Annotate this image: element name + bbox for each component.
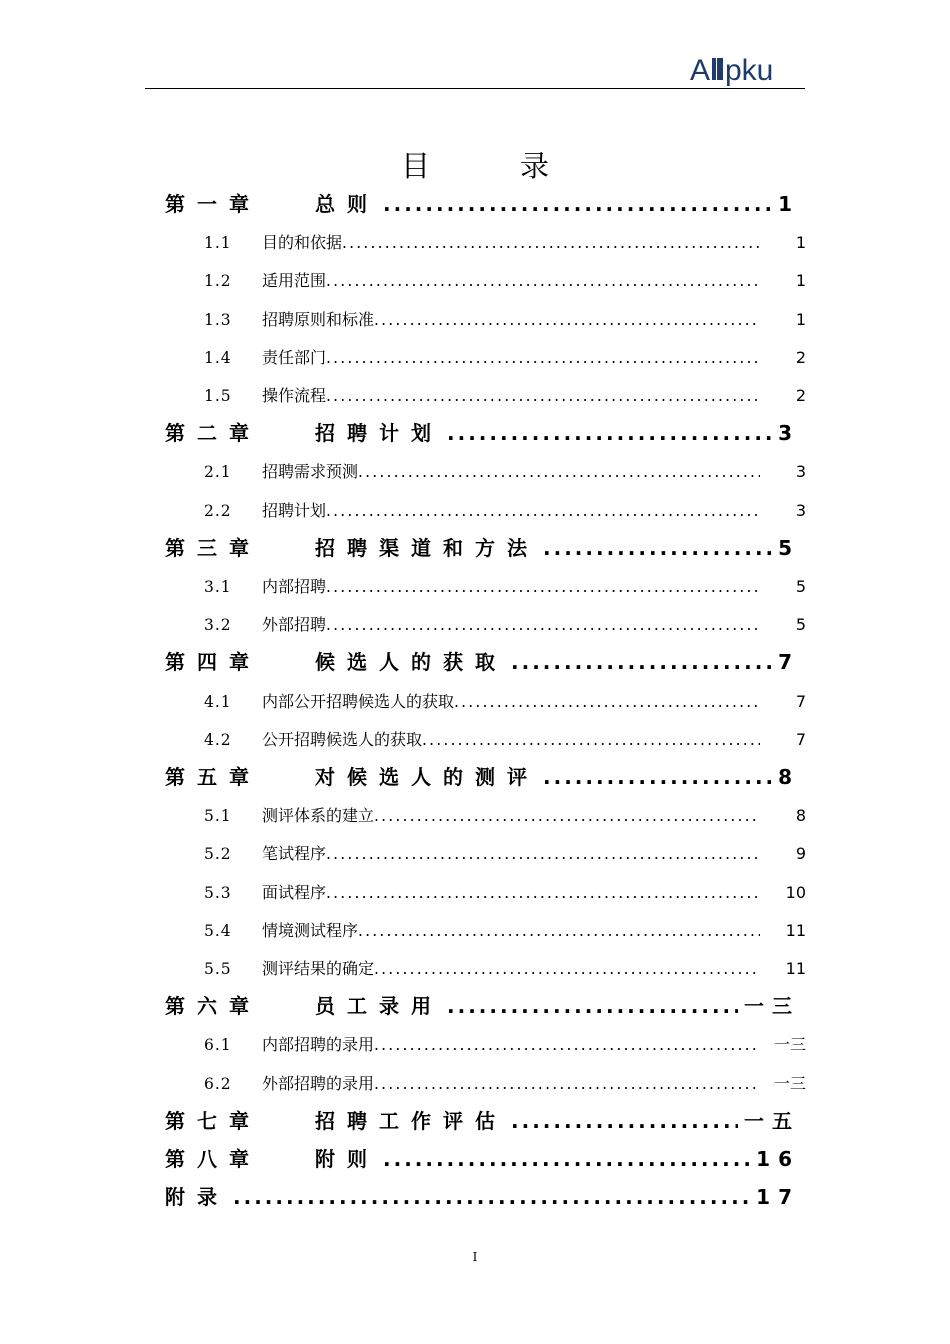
toc-section-row[interactable] [204,1071,806,1094]
toc-chapter-label: 第二章 [165,421,261,446]
toc-page-number: 5 [795,577,806,596]
toc-page-number: 1 [795,271,806,291]
toc-section-title: 面试程序 [262,882,327,902]
toc-page-number: 一五 [744,1108,800,1133]
toc-leader-dots [326,387,760,405]
toc-chapter-title: 候选人的获取 [315,650,507,675]
toc-section-number: 3.1 [204,578,232,596]
header-rule [145,88,805,89]
toc-section-title: 内部招聘的录用 [262,1035,375,1055]
toc-chapter-title: 招聘渠道和方法 [315,535,539,560]
toc-chapter-title: 招聘工作评估 [315,1108,507,1133]
toc-section-number: 2.1 [204,463,232,482]
toc-section-number: 1.5 [204,387,232,405]
toc-section-title: 内部招聘 [262,577,327,596]
toc-section-row[interactable] [204,459,806,482]
toc-chapter-label: 第五章 [165,765,261,789]
toc-chapter-row[interactable] [165,188,800,217]
toc-section-row[interactable] [204,1032,806,1055]
toc-section-row[interactable] [204,307,806,330]
toc-section-title: 情境测试程序 [262,920,359,940]
toc-section-title: 适用范围 [262,271,327,291]
toc-section-title: 操作流程 [262,386,327,405]
toc-section-row[interactable] [204,727,806,750]
toc-section-number: 5.1 [204,807,232,826]
toc-leader-dots [447,421,772,445]
toc-section-title: 外部招聘 [262,615,327,635]
toc-chapter-row[interactable] [165,1105,800,1134]
toc-page-number: 一三 [773,1035,806,1055]
toc-section-number: 1.3 [204,310,232,329]
svg-text:pku: pku [725,54,774,86]
toc-page-number: 5 [795,615,806,635]
toc-page-number: 8 [778,765,800,789]
toc-chapter-label: 第七章 [165,1108,261,1133]
toc-leader-dots [233,1185,750,1209]
toc-chapter-title: 总则 [315,192,379,216]
toc-chapter-label: 第四章 [165,650,261,675]
toc-leader-dots [374,807,760,825]
toc-page-number: 11 [785,959,806,978]
toc-section-number: 5.3 [204,883,232,902]
toc-chapter-row[interactable] [165,1143,800,1172]
toc-section-row[interactable] [204,383,806,406]
toc-section-number: 6.2 [204,1074,232,1093]
toc-chapter-row[interactable] [165,990,800,1019]
toc-section-row[interactable] [204,498,806,521]
toc-section-row[interactable] [204,918,806,941]
toc-section-title: 测评体系的建立 [262,806,375,826]
toc-chapter-label: 第一章 [165,192,261,216]
toc-leader-dots [326,884,760,902]
toc-page-number: 2 [795,347,806,367]
toc-page-number: 7 [778,650,800,675]
toc-section-title: 招聘计划 [262,500,327,520]
toc-section-row[interactable] [204,841,806,864]
toc-chapter-title: 员工录用 [315,994,443,1019]
toc-chapter-title: 对候选人的测评 [315,765,539,789]
toc-leader-dots [326,502,760,520]
toc-section-title: 目的和依据 [262,233,343,253]
toc-page-number: 9 [795,844,806,864]
toc-page-number: 10 [785,882,806,902]
toc-section-row[interactable] [204,956,806,979]
toc-section-row[interactable] [204,803,806,826]
toc-section-title: 外部招聘的录用 [262,1073,375,1093]
toc-section-row[interactable] [204,230,806,253]
toc-leader-dots [511,1109,738,1133]
toc-page-number: 3 [778,421,800,446]
toc-leader-dots [326,578,760,596]
toc-page-number: 2 [795,386,806,405]
toc-chapter-row[interactable] [165,1181,800,1210]
toc-section-number: 1.4 [204,348,232,367]
toc-section-title: 责任部门 [262,347,327,367]
toc-page-number: 5 [778,535,800,560]
toc-leader-dots [374,1075,760,1093]
toc-section-title: 笔试程序 [262,844,327,864]
toc-section-number: 5.5 [204,960,232,978]
page-title: 目录 [400,149,639,183]
toc-section-row[interactable] [204,345,806,368]
page-number: I [472,1250,478,1264]
toc-leader-dots [358,922,760,940]
toc-leader-dots [374,1036,760,1054]
toc-page-number: 1 [795,309,806,329]
svg-text:A: A [690,54,710,86]
toc-page-number: 8 [795,806,806,826]
toc-page-number: 17 [756,1185,800,1210]
toc-leader-dots [447,994,738,1018]
toc-section-number: 4.2 [204,730,232,749]
toc-page-number: 3 [795,500,806,520]
toc-page-number: 一三 [773,1073,806,1093]
toc-chapter-title: 附则 [315,1147,379,1171]
toc-section-row[interactable] [204,574,806,597]
toc-chapter-label: 第三章 [165,535,261,560]
toc-section-number: 1.1 [204,234,232,253]
toc-page-number: 7 [795,691,806,711]
toc-chapter-row[interactable] [165,417,800,446]
toc-leader-dots [454,693,760,711]
toc-leader-dots [342,234,760,252]
toc-section-row[interactable] [204,268,806,291]
toc-chapter-row[interactable] [165,761,800,790]
toc-section-title: 招聘原则和标准 [262,309,375,329]
toc-leader-dots [511,650,772,674]
toc-page-number: 一三 [744,994,800,1019]
toc-leader-dots [383,1147,750,1171]
toc-section-title: 公开招聘候选人的获取 [262,729,423,749]
company-logo [690,52,805,86]
toc-leader-dots [383,192,772,216]
toc-section-number: 1.2 [204,272,232,291]
toc-section-row[interactable] [204,612,806,635]
toc-leader-dots [326,616,760,634]
toc-leader-dots [543,765,772,789]
toc-chapter-row[interactable] [165,646,800,675]
toc-chapter-row[interactable] [165,532,800,561]
toc-leader-dots [326,272,760,290]
toc-leader-dots [374,960,760,978]
toc-page-number: 7 [795,729,806,749]
toc-chapter-title: 招聘计划 [315,421,443,446]
toc-section-row[interactable] [204,880,806,903]
toc-page-number: 11 [785,920,806,940]
toc-page-number: 1 [795,233,806,253]
toc-chapter-label: 第六章 [165,994,261,1019]
toc-section-row[interactable] [204,689,806,712]
toc-leader-dots [326,845,760,863]
toc-page-number: 1 [778,192,800,216]
toc-section-title: 招聘需求预测 [262,462,359,482]
toc-section-number: 5.4 [204,921,232,940]
toc-section-number: 6.1 [204,1036,232,1055]
toc-section-number: 2.2 [204,501,232,520]
toc-page-number: 3 [795,462,806,482]
toc-chapter-label: 第八章 [165,1147,261,1171]
toc-leader-dots [543,536,772,560]
toc-section-number: 3.2 [204,616,232,635]
toc-leader-dots [326,349,760,367]
toc-leader-dots [358,463,760,481]
toc-section-number: 5.2 [204,845,232,864]
toc-leader-dots [374,311,760,329]
toc-page-number: 16 [756,1147,800,1171]
toc-chapter-label: 附录 [165,1185,229,1210]
toc-section-title: 测评结果的确定 [262,959,375,978]
toc-section-number: 4.1 [204,692,232,711]
toc-leader-dots [422,731,760,749]
toc-section-title: 内部公开招聘候选人的获取 [262,691,455,711]
